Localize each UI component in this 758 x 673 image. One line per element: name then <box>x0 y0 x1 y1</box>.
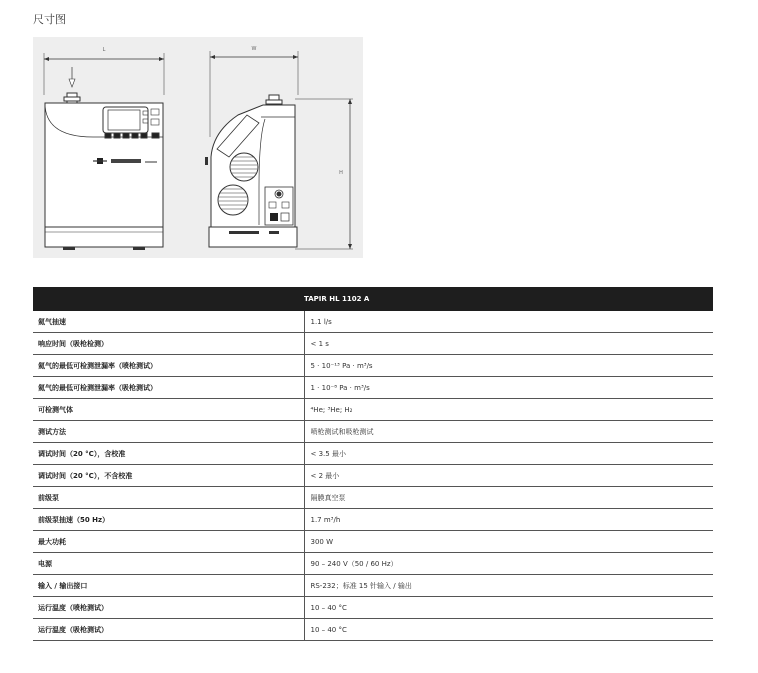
spec-label: 响应时间（吸枪检测） <box>33 333 304 355</box>
spec-label: 前级泵抽速（50 Hz） <box>33 509 304 531</box>
table-row <box>33 399 713 421</box>
table-row <box>33 421 713 443</box>
spec-label: 氦气抽速 <box>33 311 304 333</box>
spec-value: < 1 s <box>304 333 713 355</box>
side-view <box>205 51 353 249</box>
spec-label: 电源 <box>33 553 304 575</box>
table-row <box>33 377 713 399</box>
spec-value: 5 · 10⁻¹³ Pa · m³/s <box>304 355 713 377</box>
spec-value: 10 – 40 °C <box>304 597 713 619</box>
spec-label: 输入 / 输出接口 <box>33 575 304 597</box>
table-row <box>33 333 713 355</box>
spec-value: RS-232；标准 15 针输入 / 输出 <box>304 575 713 597</box>
spec-value: < 2 最小 <box>304 465 713 487</box>
spec-label: 可检测气体 <box>33 399 304 421</box>
table-row <box>33 619 713 641</box>
spec-value: 1 · 10⁻⁸ Pa · m³/s <box>304 377 713 399</box>
spec-value: < 3.5 最小 <box>304 443 713 465</box>
spec-label: 调试时间（20 °C），不含校准 <box>33 465 304 487</box>
spec-value: 300 W <box>304 531 713 553</box>
spec-table <box>33 287 713 641</box>
dim-height-label: H <box>339 170 343 176</box>
spec-table-model-heading: TAPIR HL 1102 A <box>304 287 713 311</box>
section-title: 尺寸图 <box>33 13 66 26</box>
spec-label: 氦气的最低可检测泄漏率（吸枪测试） <box>33 377 304 399</box>
dimension-drawing <box>33 37 363 258</box>
spec-label: 氦气的最低可检测泄漏率（喷枪测试） <box>33 355 304 377</box>
dim-length-label: L <box>102 47 106 53</box>
table-row <box>33 575 713 597</box>
spec-label: 测试方法 <box>33 421 304 443</box>
table-row <box>33 487 713 509</box>
spec-value: 90 – 240 V（50 / 60 Hz） <box>304 553 713 575</box>
spec-value: ⁴He; ³He; H₂ <box>304 399 713 421</box>
spec-label: 最大功耗 <box>33 531 304 553</box>
table-row <box>33 311 713 333</box>
table-row <box>33 443 713 465</box>
table-row <box>33 355 713 377</box>
table-row <box>33 465 713 487</box>
spec-value: 喷枪测试和吸枪测试 <box>304 421 713 443</box>
spec-label: 运行温度（喷枪测试） <box>33 597 304 619</box>
table-row <box>33 509 713 531</box>
dim-width-label: W <box>251 46 257 52</box>
table-row <box>33 553 713 575</box>
spec-value: 隔膜真空泵 <box>304 487 713 509</box>
spec-label: 前级泵 <box>33 487 304 509</box>
spec-value: 10 – 40 °C <box>304 619 713 641</box>
spec-label: 调试时间（20 °C），含校准 <box>33 443 304 465</box>
spec-table-header <box>33 287 713 311</box>
table-row <box>33 597 713 619</box>
spec-label: 运行温度（吸枪测试） <box>33 619 304 641</box>
spec-table-header-spacer <box>33 287 304 311</box>
spec-value: 1.7 m³/h <box>304 509 713 531</box>
front-view <box>44 53 164 250</box>
table-row <box>33 531 713 553</box>
spec-value: 1.1 l/s <box>304 311 713 333</box>
